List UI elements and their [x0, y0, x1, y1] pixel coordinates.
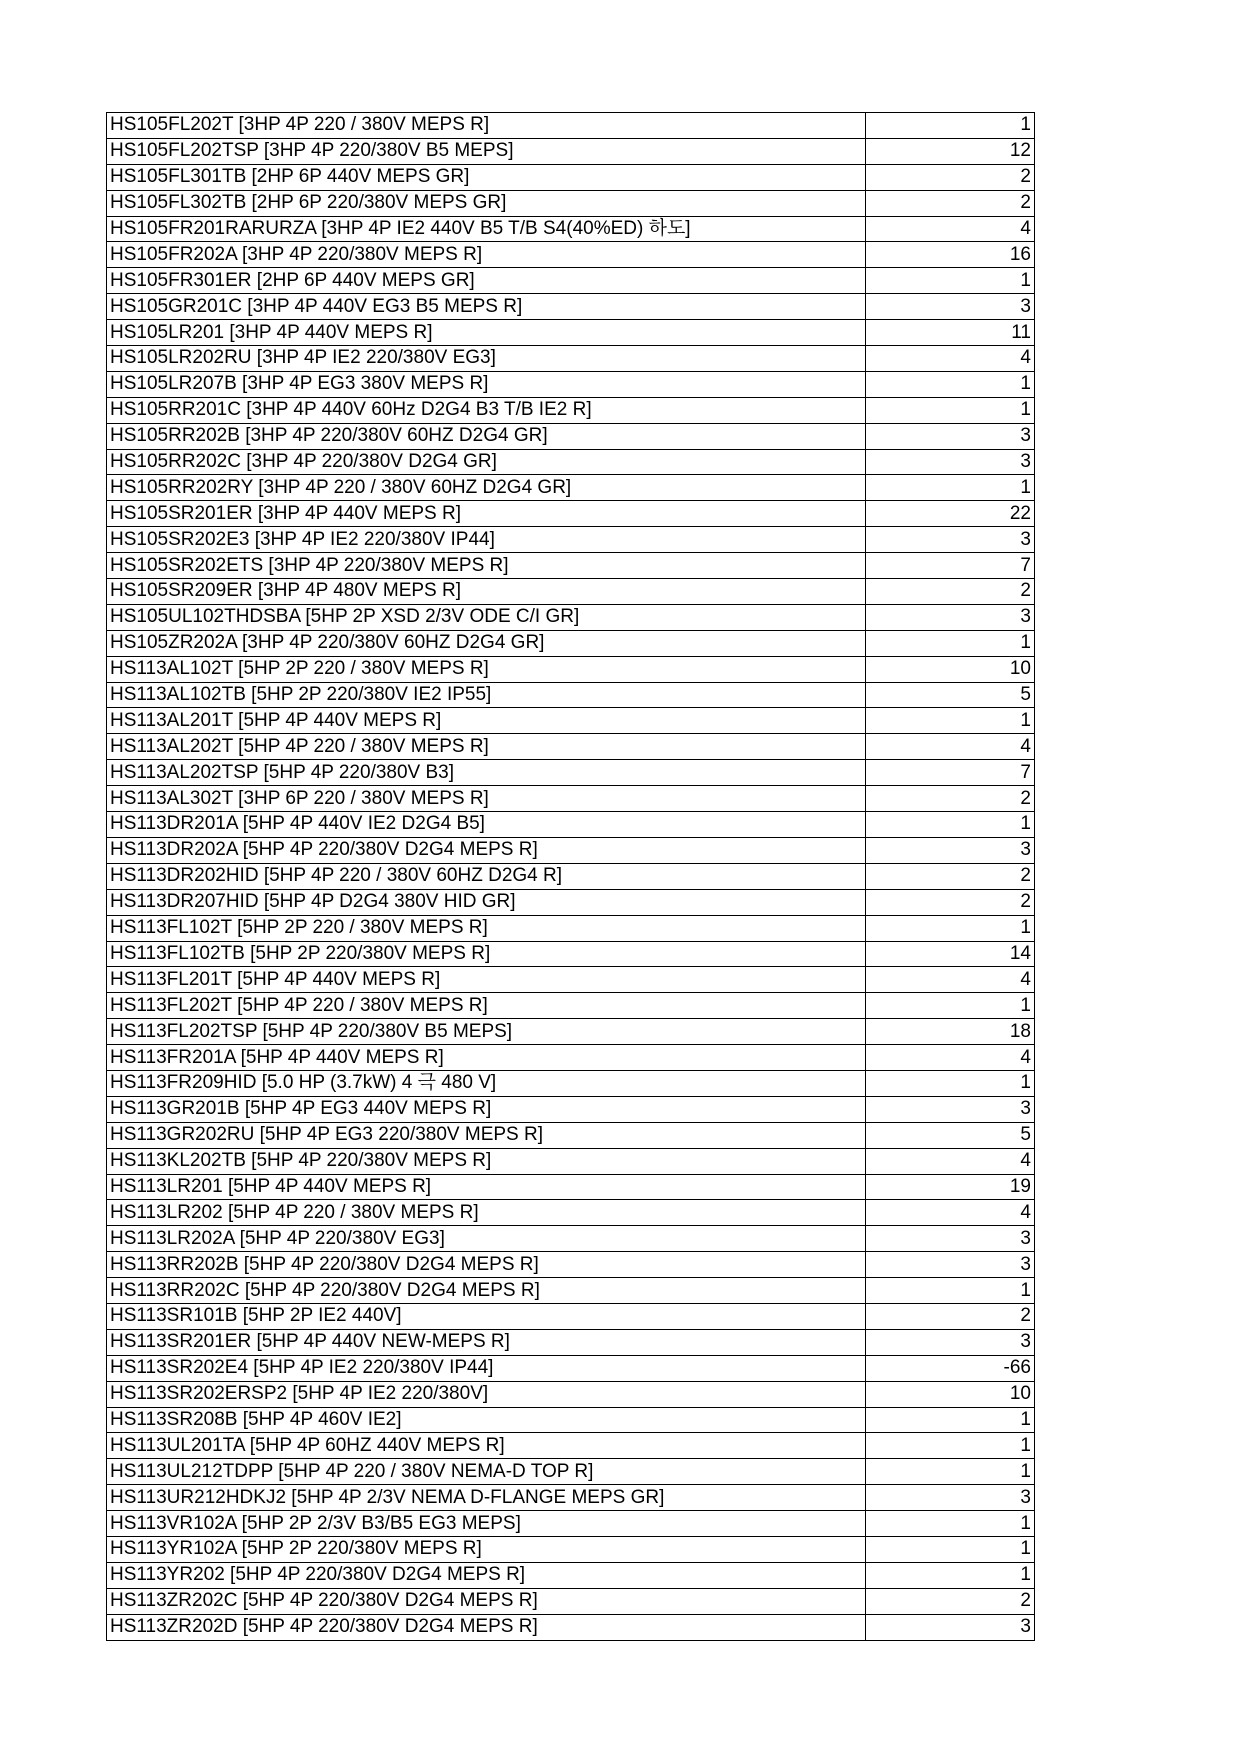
- product-description-cell: HS113AL201T [5HP 4P 440V MEPS R]: [107, 708, 866, 734]
- quantity-cell: 3: [866, 1226, 1035, 1252]
- quantity-cell: 1: [866, 113, 1035, 139]
- quantity-cell: 19: [866, 1174, 1035, 1200]
- table-row: [107, 1433, 1035, 1459]
- product-description-cell: HS113UL201TA [5HP 4P 60HZ 440V MEPS R]: [107, 1433, 866, 1459]
- product-description-cell: HS105RR202B [3HP 4P 220/380V 60HZ D2G4 GR]: [107, 423, 866, 449]
- quantity-cell: 4: [866, 1045, 1035, 1071]
- quantity-cell: 2: [866, 579, 1035, 605]
- quantity-cell: 2: [866, 190, 1035, 216]
- quantity-cell: 4: [866, 967, 1035, 993]
- table-row: [107, 656, 1035, 682]
- product-description-cell: HS105SR202ETS [3HP 4P 220/380V MEPS R]: [107, 553, 866, 579]
- product-description-cell: HS113VR102A [5HP 2P 2/3V B3/B5 EG3 MEPS]: [107, 1511, 866, 1537]
- product-description-cell: HS113ZR202D [5HP 4P 220/380V D2G4 MEPS R]: [107, 1614, 866, 1640]
- table-row: [107, 1303, 1035, 1329]
- quantity-cell: 1: [866, 397, 1035, 423]
- product-description-cell: HS105LR202RU [3HP 4P IE2 220/380V EG3]: [107, 346, 866, 372]
- product-description-cell: HS113UL212TDPP [5HP 4P 220 / 380V NEMA-D TOP R]: [107, 1459, 866, 1485]
- table-row: [107, 630, 1035, 656]
- table-row: [107, 1096, 1035, 1122]
- product-description-cell: HS113GR202RU [5HP 4P EG3 220/380V MEPS R]: [107, 1122, 866, 1148]
- product-description-cell: HS105FL202T [3HP 4P 220 / 380V MEPS R]: [107, 113, 866, 139]
- table-row: [107, 113, 1035, 139]
- quantity-cell: 14: [866, 941, 1035, 967]
- product-description-cell: HS113FR209HID [5.0 HP (3.7kW) 4 극 480 V]: [107, 1070, 866, 1096]
- quantity-cell: 4: [866, 734, 1035, 760]
- quantity-cell: 3: [866, 604, 1035, 630]
- table-row: [107, 1407, 1035, 1433]
- quantity-cell: 1: [866, 915, 1035, 941]
- quantity-cell: 4: [866, 1148, 1035, 1174]
- table-row: [107, 501, 1035, 527]
- table-row: [107, 1122, 1035, 1148]
- quantity-cell: 3: [866, 423, 1035, 449]
- product-description-cell: HS113FL102T [5HP 2P 220 / 380V MEPS R]: [107, 915, 866, 941]
- quantity-cell: 1: [866, 371, 1035, 397]
- table-row: [107, 604, 1035, 630]
- inventory-table-body: [107, 113, 1035, 1641]
- table-row: [107, 320, 1035, 346]
- product-description-cell: HS113AL202TSP [5HP 4P 220/380V B3]: [107, 760, 866, 786]
- product-description-cell: HS105FL302TB [2HP 6P 220/380V MEPS GR]: [107, 190, 866, 216]
- table-row: [107, 863, 1035, 889]
- product-description-cell: HS105RR202RY [3HP 4P 220 / 380V 60HZ D2G4 GR]: [107, 475, 866, 501]
- quantity-cell: 3: [866, 1614, 1035, 1640]
- product-description-cell: HS113LR201 [5HP 4P 440V MEPS R]: [107, 1174, 866, 1200]
- table-row: [107, 242, 1035, 268]
- quantity-cell: 10: [866, 656, 1035, 682]
- quantity-cell: 7: [866, 553, 1035, 579]
- quantity-cell: 5: [866, 1122, 1035, 1148]
- quantity-cell: 1: [866, 1070, 1035, 1096]
- product-description-cell: HS113LR202 [5HP 4P 220 / 380V MEPS R]: [107, 1200, 866, 1226]
- table-row: [107, 449, 1035, 475]
- product-description-cell: HS113YR102A [5HP 2P 220/380V MEPS R]: [107, 1536, 866, 1562]
- product-description-cell: HS113RR202C [5HP 4P 220/380V D2G4 MEPS R]: [107, 1278, 866, 1304]
- quantity-cell: 3: [866, 1485, 1035, 1511]
- quantity-cell: 1: [866, 1536, 1035, 1562]
- table-row: [107, 346, 1035, 372]
- table-row: [107, 1252, 1035, 1278]
- table-row: [107, 941, 1035, 967]
- quantity-cell: 1: [866, 1511, 1035, 1537]
- table-row: [107, 397, 1035, 423]
- table-row: [107, 527, 1035, 553]
- table-row: [107, 1019, 1035, 1045]
- product-description-cell: HS105UL102THDSBA [5HP 2P XSD 2/3V ODE C/I GR]: [107, 604, 866, 630]
- product-description-cell: HS113SR208B [5HP 4P 460V IE2]: [107, 1407, 866, 1433]
- table-row: [107, 812, 1035, 838]
- product-description-cell: HS105RR202C [3HP 4P 220/380V D2G4 GR]: [107, 449, 866, 475]
- table-row: [107, 164, 1035, 190]
- table-row: [107, 760, 1035, 786]
- quantity-cell: 3: [866, 527, 1035, 553]
- product-description-cell: HS105SR209ER [3HP 4P 480V MEPS R]: [107, 579, 866, 605]
- product-description-cell: HS113AL302T [3HP 6P 220 / 380V MEPS R]: [107, 786, 866, 812]
- product-description-cell: HS105LR201 [3HP 4P 440V MEPS R]: [107, 320, 866, 346]
- quantity-cell: 1: [866, 268, 1035, 294]
- product-description-cell: HS113UR212HDKJ2 [5HP 4P 2/3V NEMA D-FLANGE MEPS GR]: [107, 1485, 866, 1511]
- table-row: [107, 967, 1035, 993]
- table-row: [107, 837, 1035, 863]
- table-row: [107, 889, 1035, 915]
- quantity-cell: 3: [866, 837, 1035, 863]
- product-description-cell: HS113YR202 [5HP 4P 220/380V D2G4 MEPS R]: [107, 1562, 866, 1588]
- product-description-cell: HS113KL202TB [5HP 4P 220/380V MEPS R]: [107, 1148, 866, 1174]
- product-description-cell: HS105SR202E3 [3HP 4P IE2 220/380V IP44]: [107, 527, 866, 553]
- product-description-cell: HS113DR202A [5HP 4P 220/380V D2G4 MEPS R]: [107, 837, 866, 863]
- quantity-cell: 3: [866, 1252, 1035, 1278]
- product-description-cell: HS105FL202TSP [3HP 4P 220/380V B5 MEPS]: [107, 138, 866, 164]
- quantity-cell: 1: [866, 1407, 1035, 1433]
- product-description-cell: HS113ZR202C [5HP 4P 220/380V D2G4 MEPS R]: [107, 1588, 866, 1614]
- quantity-cell: 2: [866, 786, 1035, 812]
- product-description-cell: HS113FR201A [5HP 4P 440V MEPS R]: [107, 1045, 866, 1071]
- table-row: [107, 915, 1035, 941]
- inventory-table: [106, 112, 1035, 1641]
- product-description-cell: HS113SR202E4 [5HP 4P IE2 220/380V IP44]: [107, 1355, 866, 1381]
- table-row: [107, 475, 1035, 501]
- quantity-cell: 4: [866, 216, 1035, 242]
- table-row: [107, 1562, 1035, 1588]
- table-row: [107, 423, 1035, 449]
- table-row: [107, 1485, 1035, 1511]
- quantity-cell: 11: [866, 320, 1035, 346]
- product-description-cell: HS113SR101B [5HP 2P IE2 440V]: [107, 1303, 866, 1329]
- quantity-cell: 2: [866, 863, 1035, 889]
- product-description-cell: HS105LR207B [3HP 4P EG3 380V MEPS R]: [107, 371, 866, 397]
- product-description-cell: HS105GR201C [3HP 4P 440V EG3 B5 MEPS R]: [107, 294, 866, 320]
- table-row: [107, 993, 1035, 1019]
- product-description-cell: HS105SR201ER [3HP 4P 440V MEPS R]: [107, 501, 866, 527]
- table-row: [107, 708, 1035, 734]
- quantity-cell: 10: [866, 1381, 1035, 1407]
- quantity-cell: 3: [866, 449, 1035, 475]
- table-row: [107, 1200, 1035, 1226]
- table-row: [107, 1148, 1035, 1174]
- product-description-cell: HS105RR201C [3HP 4P 440V 60Hz D2G4 B3 T/B IE2 R]: [107, 397, 866, 423]
- table-row: [107, 216, 1035, 242]
- table-row: [107, 734, 1035, 760]
- table-row: [107, 268, 1035, 294]
- quantity-cell: 1: [866, 630, 1035, 656]
- quantity-cell: 1: [866, 812, 1035, 838]
- table-row: [107, 371, 1035, 397]
- quantity-cell: 5: [866, 682, 1035, 708]
- quantity-cell: 7: [866, 760, 1035, 786]
- product-description-cell: HS113SR201ER [5HP 4P 440V NEW-MEPS R]: [107, 1329, 866, 1355]
- product-description-cell: HS113FL102TB [5HP 2P 220/380V MEPS R]: [107, 941, 866, 967]
- product-description-cell: HS113FL202T [5HP 4P 220 / 380V MEPS R]: [107, 993, 866, 1019]
- table-row: [107, 138, 1035, 164]
- table-row: [107, 1226, 1035, 1252]
- quantity-cell: 2: [866, 889, 1035, 915]
- product-description-cell: HS113SR202ERSP2 [5HP 4P IE2 220/380V]: [107, 1381, 866, 1407]
- product-description-cell: HS105FR201RARURZA [3HP 4P IE2 440V B5 T/B S4(40%ED) 하도]: [107, 216, 866, 242]
- table-row: [107, 1588, 1035, 1614]
- product-description-cell: HS113DR207HID [5HP 4P D2G4 380V HID GR]: [107, 889, 866, 915]
- table-row: [107, 1070, 1035, 1096]
- quantity-cell: 3: [866, 1096, 1035, 1122]
- quantity-cell: 3: [866, 1329, 1035, 1355]
- quantity-cell: 1: [866, 993, 1035, 1019]
- table-row: [107, 1459, 1035, 1485]
- table-row: [107, 1329, 1035, 1355]
- table-row: [107, 1536, 1035, 1562]
- product-description-cell: HS113GR201B [5HP 4P EG3 440V MEPS R]: [107, 1096, 866, 1122]
- product-description-cell: HS113AL102T [5HP 2P 220 / 380V MEPS R]: [107, 656, 866, 682]
- table-row: [107, 682, 1035, 708]
- quantity-cell: 1: [866, 1459, 1035, 1485]
- quantity-cell: 4: [866, 1200, 1035, 1226]
- product-description-cell: HS113DR202HID [5HP 4P 220 / 380V 60HZ D2G4 R]: [107, 863, 866, 889]
- table-row: [107, 553, 1035, 579]
- product-description-cell: HS113AL202T [5HP 4P 220 / 380V MEPS R]: [107, 734, 866, 760]
- table-row: [107, 1278, 1035, 1304]
- table-row: [107, 294, 1035, 320]
- table-row: [107, 1614, 1035, 1640]
- product-description-cell: HS105FL301TB [2HP 6P 440V MEPS GR]: [107, 164, 866, 190]
- product-description-cell: HS113FL201T [5HP 4P 440V MEPS R]: [107, 967, 866, 993]
- table-row: [107, 1355, 1035, 1381]
- product-description-cell: HS105FR202A [3HP 4P 220/380V MEPS R]: [107, 242, 866, 268]
- product-description-cell: HS113FL202TSP [5HP 4P 220/380V B5 MEPS]: [107, 1019, 866, 1045]
- quantity-cell: 2: [866, 1588, 1035, 1614]
- quantity-cell: 1: [866, 708, 1035, 734]
- product-description-cell: HS113AL102TB [5HP 2P 220/380V IE2 IP55]: [107, 682, 866, 708]
- quantity-cell: 1: [866, 1562, 1035, 1588]
- table-row: [107, 190, 1035, 216]
- product-description-cell: HS105ZR202A [3HP 4P 220/380V 60HZ D2G4 GR]: [107, 630, 866, 656]
- product-description-cell: HS113RR202B [5HP 4P 220/380V D2G4 MEPS R]: [107, 1252, 866, 1278]
- table-row: [107, 786, 1035, 812]
- quantity-cell: 22: [866, 501, 1035, 527]
- table-row: [107, 1174, 1035, 1200]
- quantity-cell: 16: [866, 242, 1035, 268]
- quantity-cell: 3: [866, 294, 1035, 320]
- quantity-cell: 4: [866, 346, 1035, 372]
- table-row: [107, 1511, 1035, 1537]
- quantity-cell: 18: [866, 1019, 1035, 1045]
- table-row: [107, 1381, 1035, 1407]
- product-description-cell: HS105FR301ER [2HP 6P 440V MEPS GR]: [107, 268, 866, 294]
- product-description-cell: HS113DR201A [5HP 4P 440V IE2 D2G4 B5]: [107, 812, 866, 838]
- quantity-cell: -66: [866, 1355, 1035, 1381]
- product-description-cell: HS113LR202A [5HP 4P 220/380V EG3]: [107, 1226, 866, 1252]
- table-row: [107, 579, 1035, 605]
- quantity-cell: 1: [866, 475, 1035, 501]
- quantity-cell: 2: [866, 164, 1035, 190]
- quantity-cell: 2: [866, 1303, 1035, 1329]
- quantity-cell: 1: [866, 1433, 1035, 1459]
- quantity-cell: 1: [866, 1278, 1035, 1304]
- table-row: [107, 1045, 1035, 1071]
- quantity-cell: 12: [866, 138, 1035, 164]
